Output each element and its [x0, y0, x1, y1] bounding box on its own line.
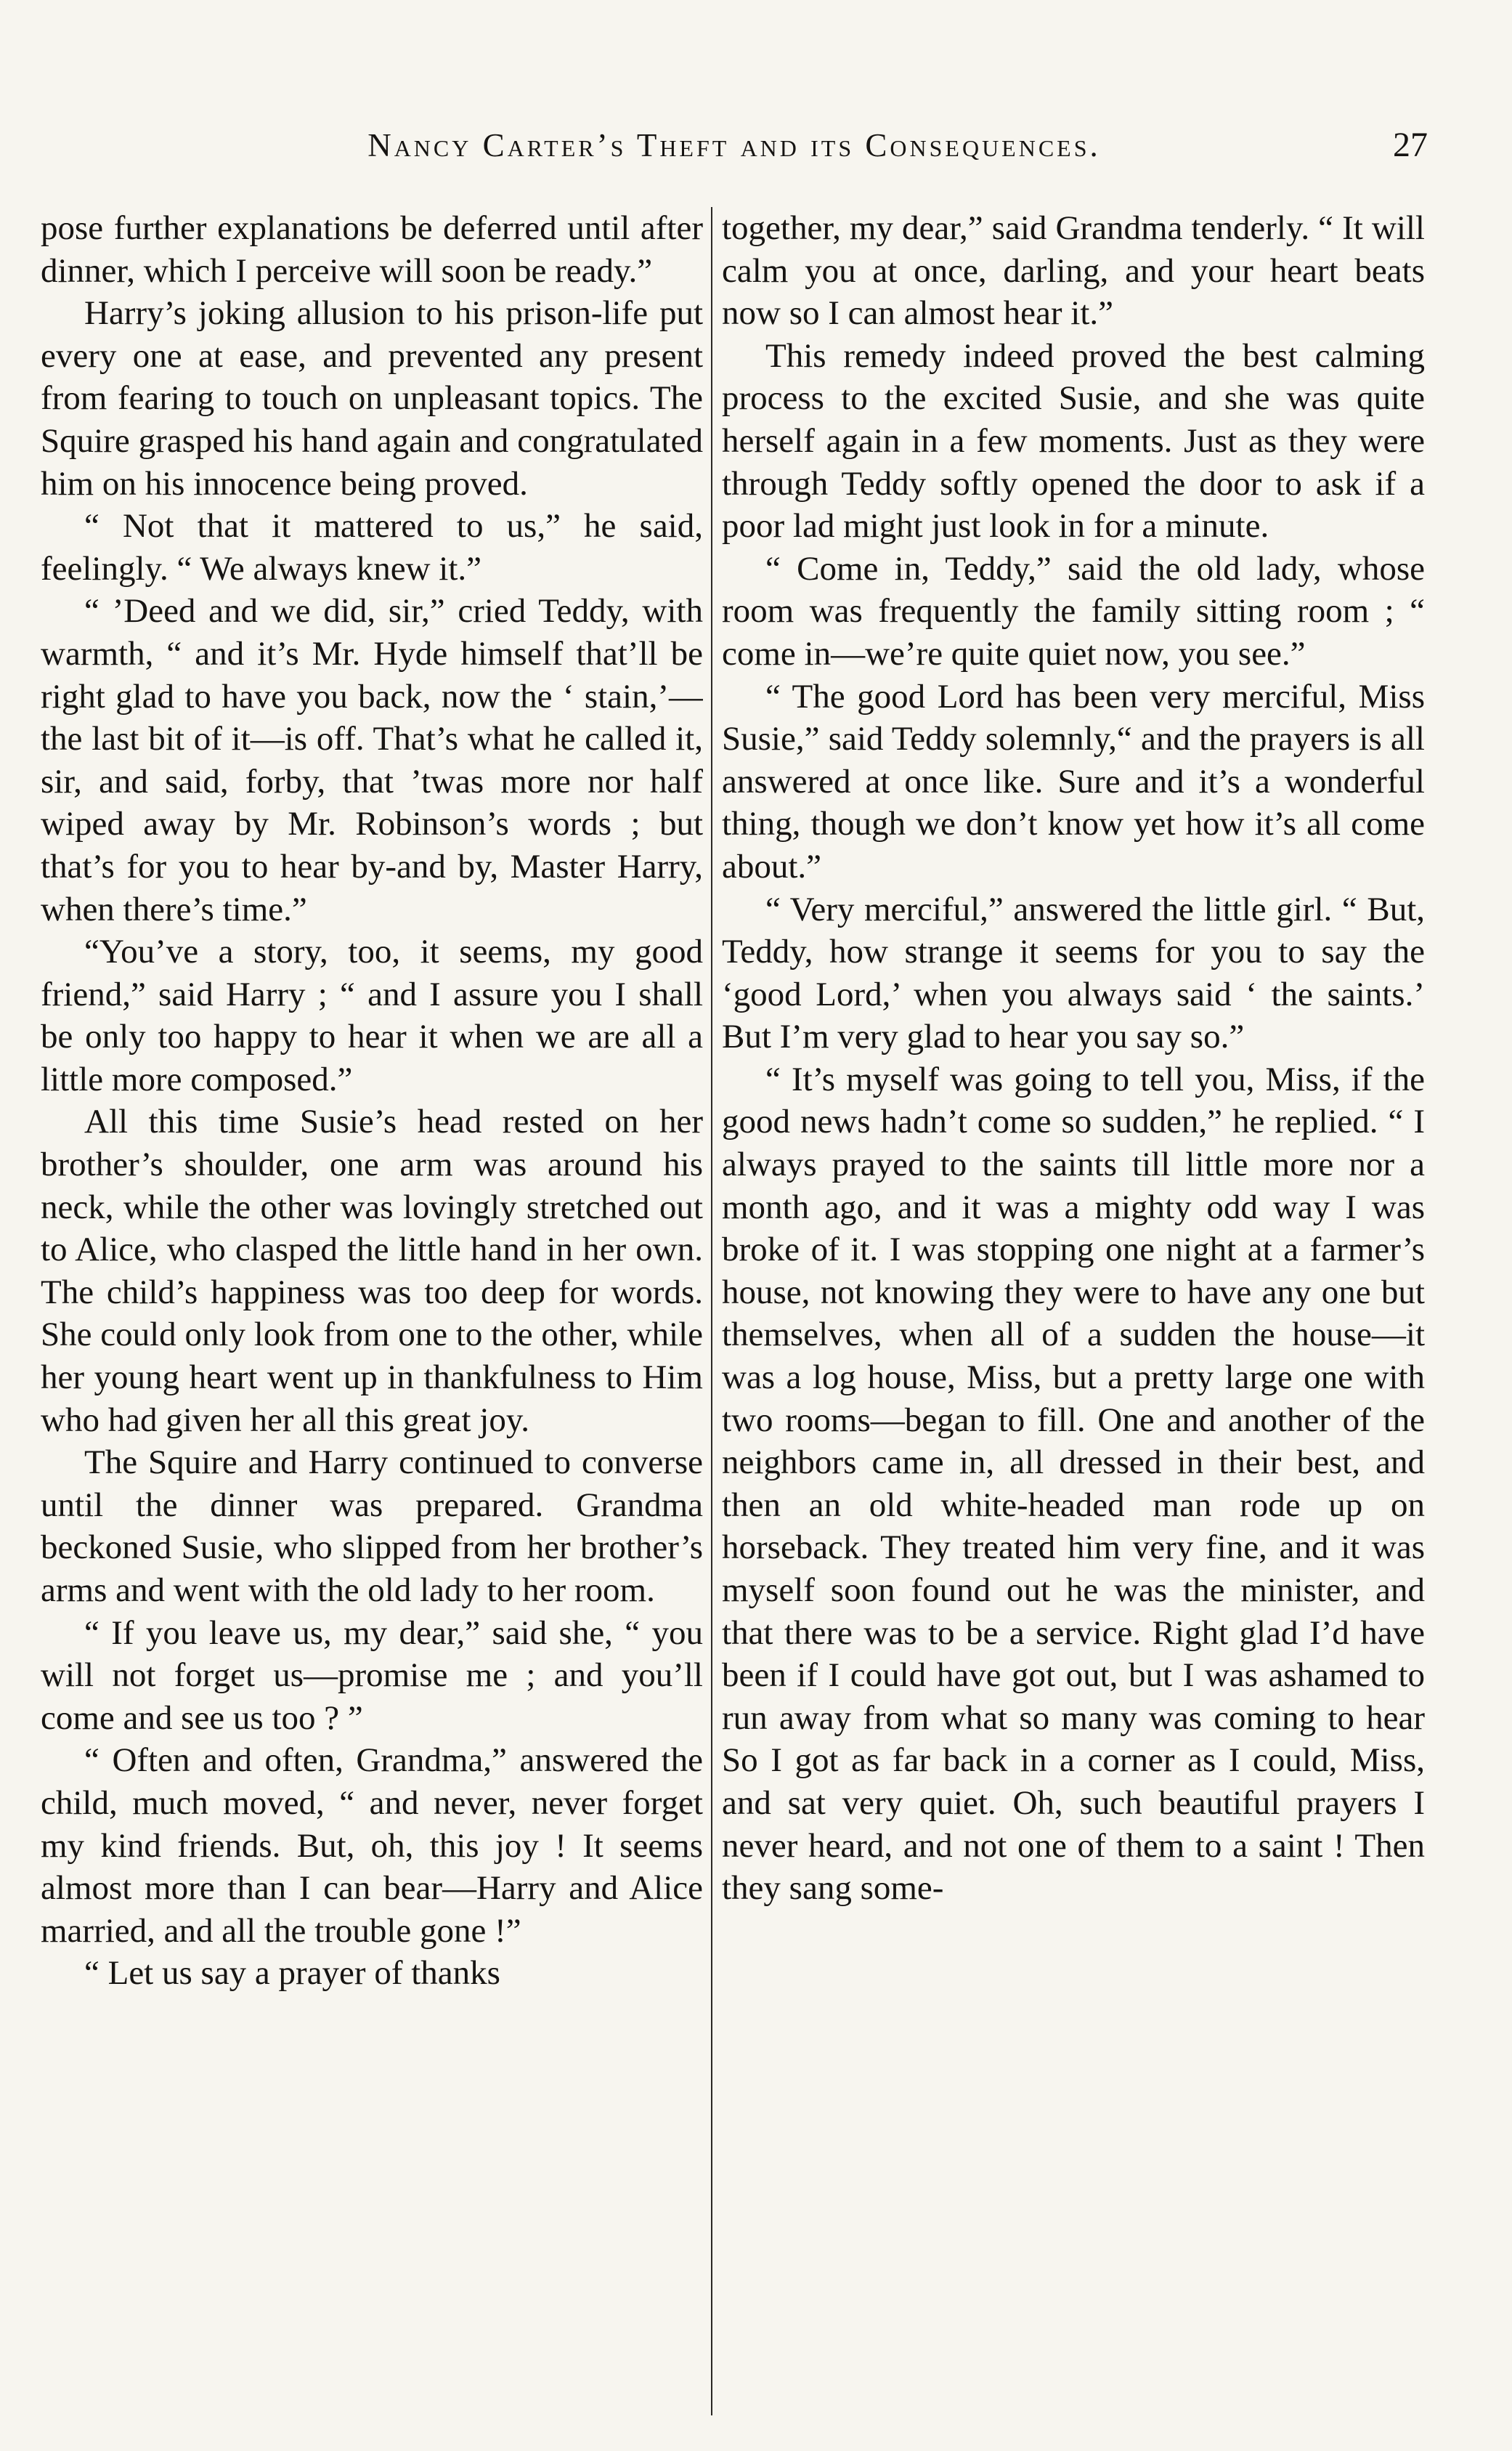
paragraph: “ Often and often, Grandma,” answered the child, much moved, “ and never, never forget my kind friends. But, oh, this joy ! It seems almost more than I can bear—Harry and Alice married, and all the trouble gone !”	[41, 1741, 703, 1950]
paragraph: “ It’s myself was going to tell you, Miss, if the good news hadn’t come so sudden,” he replied. “ I always prayed to the saints till little more nor a month ago, and it was a mighty odd way I was broke of it. I was stopping one night at a farmer’s house, not knowing they were to have any one but themselves, when all of a sudden the house—it was a log house, Miss, but a pretty large one with two rooms—began to fill. One and another of the neighbors came in, all dressed in their best, and then an old white-headed man rode up on horseback. They treated him very fine, and it was myself soon found out he was the minister, and that there was to be a service. Right glad I’d have been if I could have got out, but I was ashamed to run away from what so many was coming to hear So I got as far back in a corner as I could, Miss, and sat very quiet. Oh, such beautiful prayers I never heard, and not one of them to a saint ! Then they sang some-	[722, 1060, 1425, 1908]
left-column	[41, 207, 703, 2415]
paragraph: “ Very merciful,” answered the little girl. “ But, Teddy, how strange it seems for you to say the ‘good Lord,’ when you always said ‘ the saints.’ But I’m very glad to hear you say so.”	[722, 890, 1425, 1056]
page-header	[41, 120, 1428, 171]
paragraph: All this time Susie’s head rested on her brother’s shoulder, one arm was around his neck, while the other was lovingly stretched out to Alice, who clasped the little hand in her own. The child’s happiness was too deep for words. She could only look from one to the other, while her young heart went up in thankfulness to Him who had given her all this great joy.	[41, 1103, 703, 1439]
right-column	[722, 207, 1425, 2415]
paragraph: This remedy indeed proved the best calming process to the excited Susie, and she was quite herself again in a few moments. Just as they were through Teddy softly opened the door to ask if a poor lad might just look in for a minute.	[722, 336, 1425, 546]
running-title: Nancy Carter’s Theft and its Consequences.	[367, 127, 1101, 163]
paragraph: together, my dear,” said Grandma tenderly. “ It will calm you at once, darling, and your heart beats now so I can almost hear it.”	[722, 209, 1425, 333]
paragraph: “ ’Deed and we did, sir,” cried Teddy, with warmth, “ and it’s Mr. Hyde himself that’ll be right glad to have you back, now the ‘ stain,’—the last bit of it—is off. That’s what he called it, sir, and said, forby, that ’twas more nor half wiped away by Mr. Robinson’s words ; but that’s for you to hear by-and by, Master Harry, when there’s time.”	[41, 592, 703, 928]
paragraph: “ Come in, Teddy,” said the old lady, whose room was frequently the family sitting room ; “ come in—we’re quite quiet now, you see.”	[722, 549, 1425, 673]
text-columns	[41, 207, 1428, 2415]
paragraph: Harry’s joking allusion to his prison-life put every one at ease, and prevented any present from fearing to touch on unpleasant topics. The Squire grasped his hand again and congratulated him on his innocence being proved.	[41, 294, 703, 503]
paragraph: “ Not that it mattered to us,” he said, feelingly. “ We always knew it.”	[41, 507, 703, 588]
paragraph: The Squire and Harry continued to converse until the dinner was prepared. Grandma beckoned Susie, who slipped from her brother’s arms and went with the old lady to her room.	[41, 1443, 703, 1609]
paragraph: “ Let us say a prayer of thanks	[84, 1954, 500, 1993]
paragraph: “You’ve a story, too, it seems, my good friend,” said Harry ; “ and I assure you I shall be only too happy to hear it when we are all a little more composed.”	[41, 933, 703, 1098]
page-number: 27	[1393, 126, 1428, 164]
column-divider	[711, 207, 712, 2415]
paragraph: “ The good Lord has been very merciful, Miss Susie,” said Teddy solemnly,“ and the prayers is all answered at once like. Sure and it’s a wonderful thing, though we don’t know yet how it’s all come about.”	[722, 677, 1425, 886]
paragraph: “ If you leave us, my dear,” said she, “ you will not forget us—promise me ; and you’ll come and see us too ? ”	[41, 1613, 703, 1737]
paragraph: pose further explanations be deferred until after dinner, which I perceive will soon be ready.”	[41, 209, 703, 290]
